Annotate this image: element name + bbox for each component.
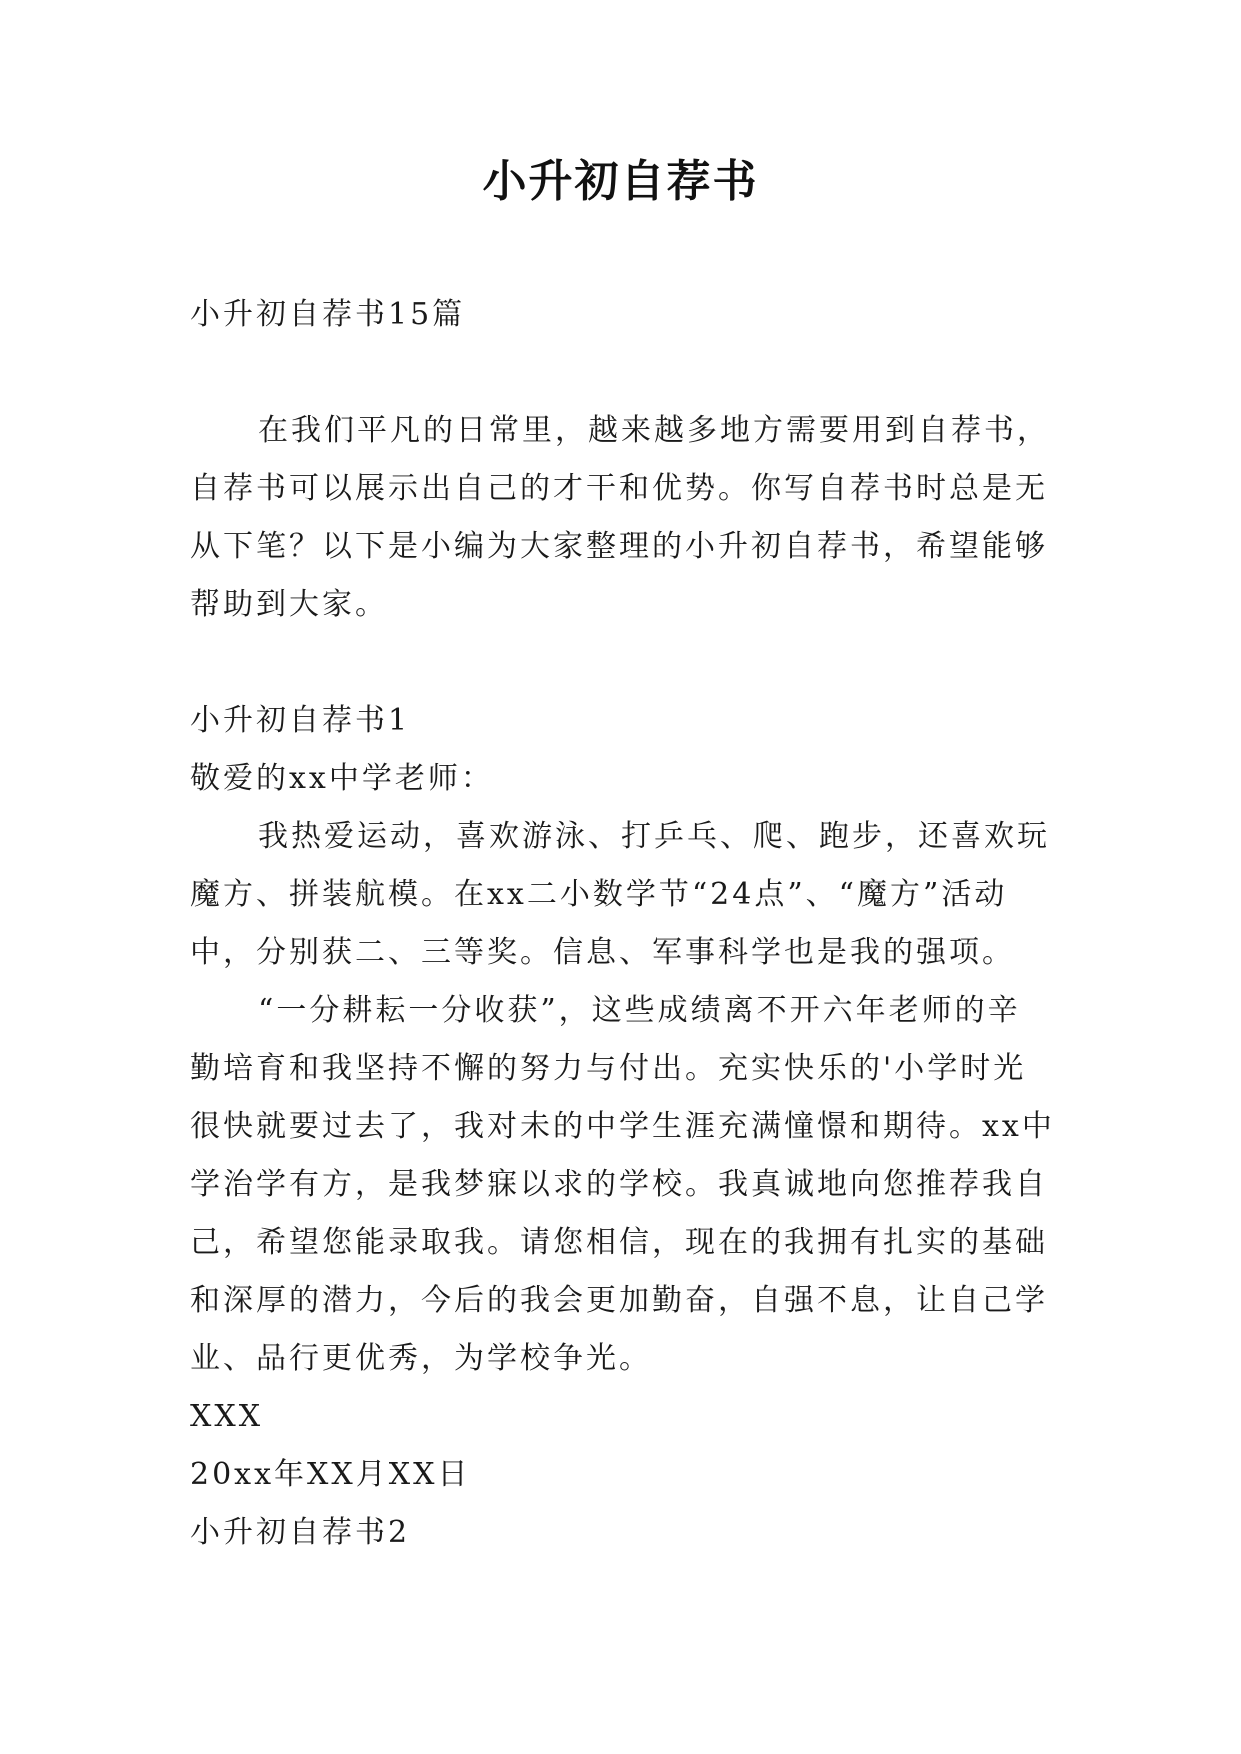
paragraph-line: 勤培育和我坚持不懈的努力与付出。充实快乐的'小学时光 <box>190 1051 1027 1086</box>
section-1 <box>190 692 1056 1504</box>
paragraph-line: 己，希望您能录取我。请您相信，现在的我拥有扎实的基础 <box>190 1225 1048 1260</box>
paragraph-line: 我热爱运动，喜欢游泳、打乒乓、爬、跑步，还喜欢玩 <box>258 819 1050 854</box>
document-body <box>190 286 1056 1562</box>
intro-line: 在我们平凡的日常里，越来越多地方需要用到自荐书， <box>258 413 1050 448</box>
paragraph-line: 和深厚的潜力，今后的我会更加勤奋，自强不息，让自己学 <box>190 1283 1048 1318</box>
section-heading: 小升初自荐书2 <box>190 1515 411 1550</box>
paragraph-line: 业、品行更优秀，为学校争光。 <box>190 1341 652 1376</box>
intro-line: 从下笔？以下是小编为大家整理的小升初自荐书，希望能够 <box>190 529 1048 564</box>
salutation: 敬爱的xx中学老师： <box>190 761 494 796</box>
document-title: 小升初自荐书 <box>482 156 759 207</box>
paragraph-line: 很快就要过去了，我对未的中学生涯充满憧憬和期待。xx中 <box>190 1109 1055 1144</box>
paragraph-line: 学治学有方，是我梦寐以求的学校。我真诚地向您推荐我自 <box>190 1167 1048 1202</box>
document-subtitle: 小升初自荐书15篇 <box>190 297 466 332</box>
paragraph-line: 中，分别获二、三等奖。信息、军事科学也是我的强项。 <box>190 935 1015 970</box>
section-heading: 小升初自荐书1 <box>190 703 411 738</box>
section-2 <box>190 1504 1056 1562</box>
intro-line: 自荐书可以展示出自己的才干和优势。你写自荐书时总是无 <box>190 471 1048 506</box>
paragraph-line: “一分耕耘一分收获”，这些成绩离不开六年老师的辛 <box>258 993 1021 1028</box>
date: 20xx年XX月XX日 <box>190 1457 471 1492</box>
intro-paragraph <box>190 402 1056 634</box>
paragraph-line: 魔方、拼装航模。在xx二小数学节“24点”、“魔方”活动 <box>190 877 1008 912</box>
paragraph <box>190 808 1056 982</box>
signature: XXX <box>190 1399 264 1434</box>
intro-line: 帮助到大家。 <box>190 587 388 622</box>
paragraph <box>190 982 1056 1388</box>
